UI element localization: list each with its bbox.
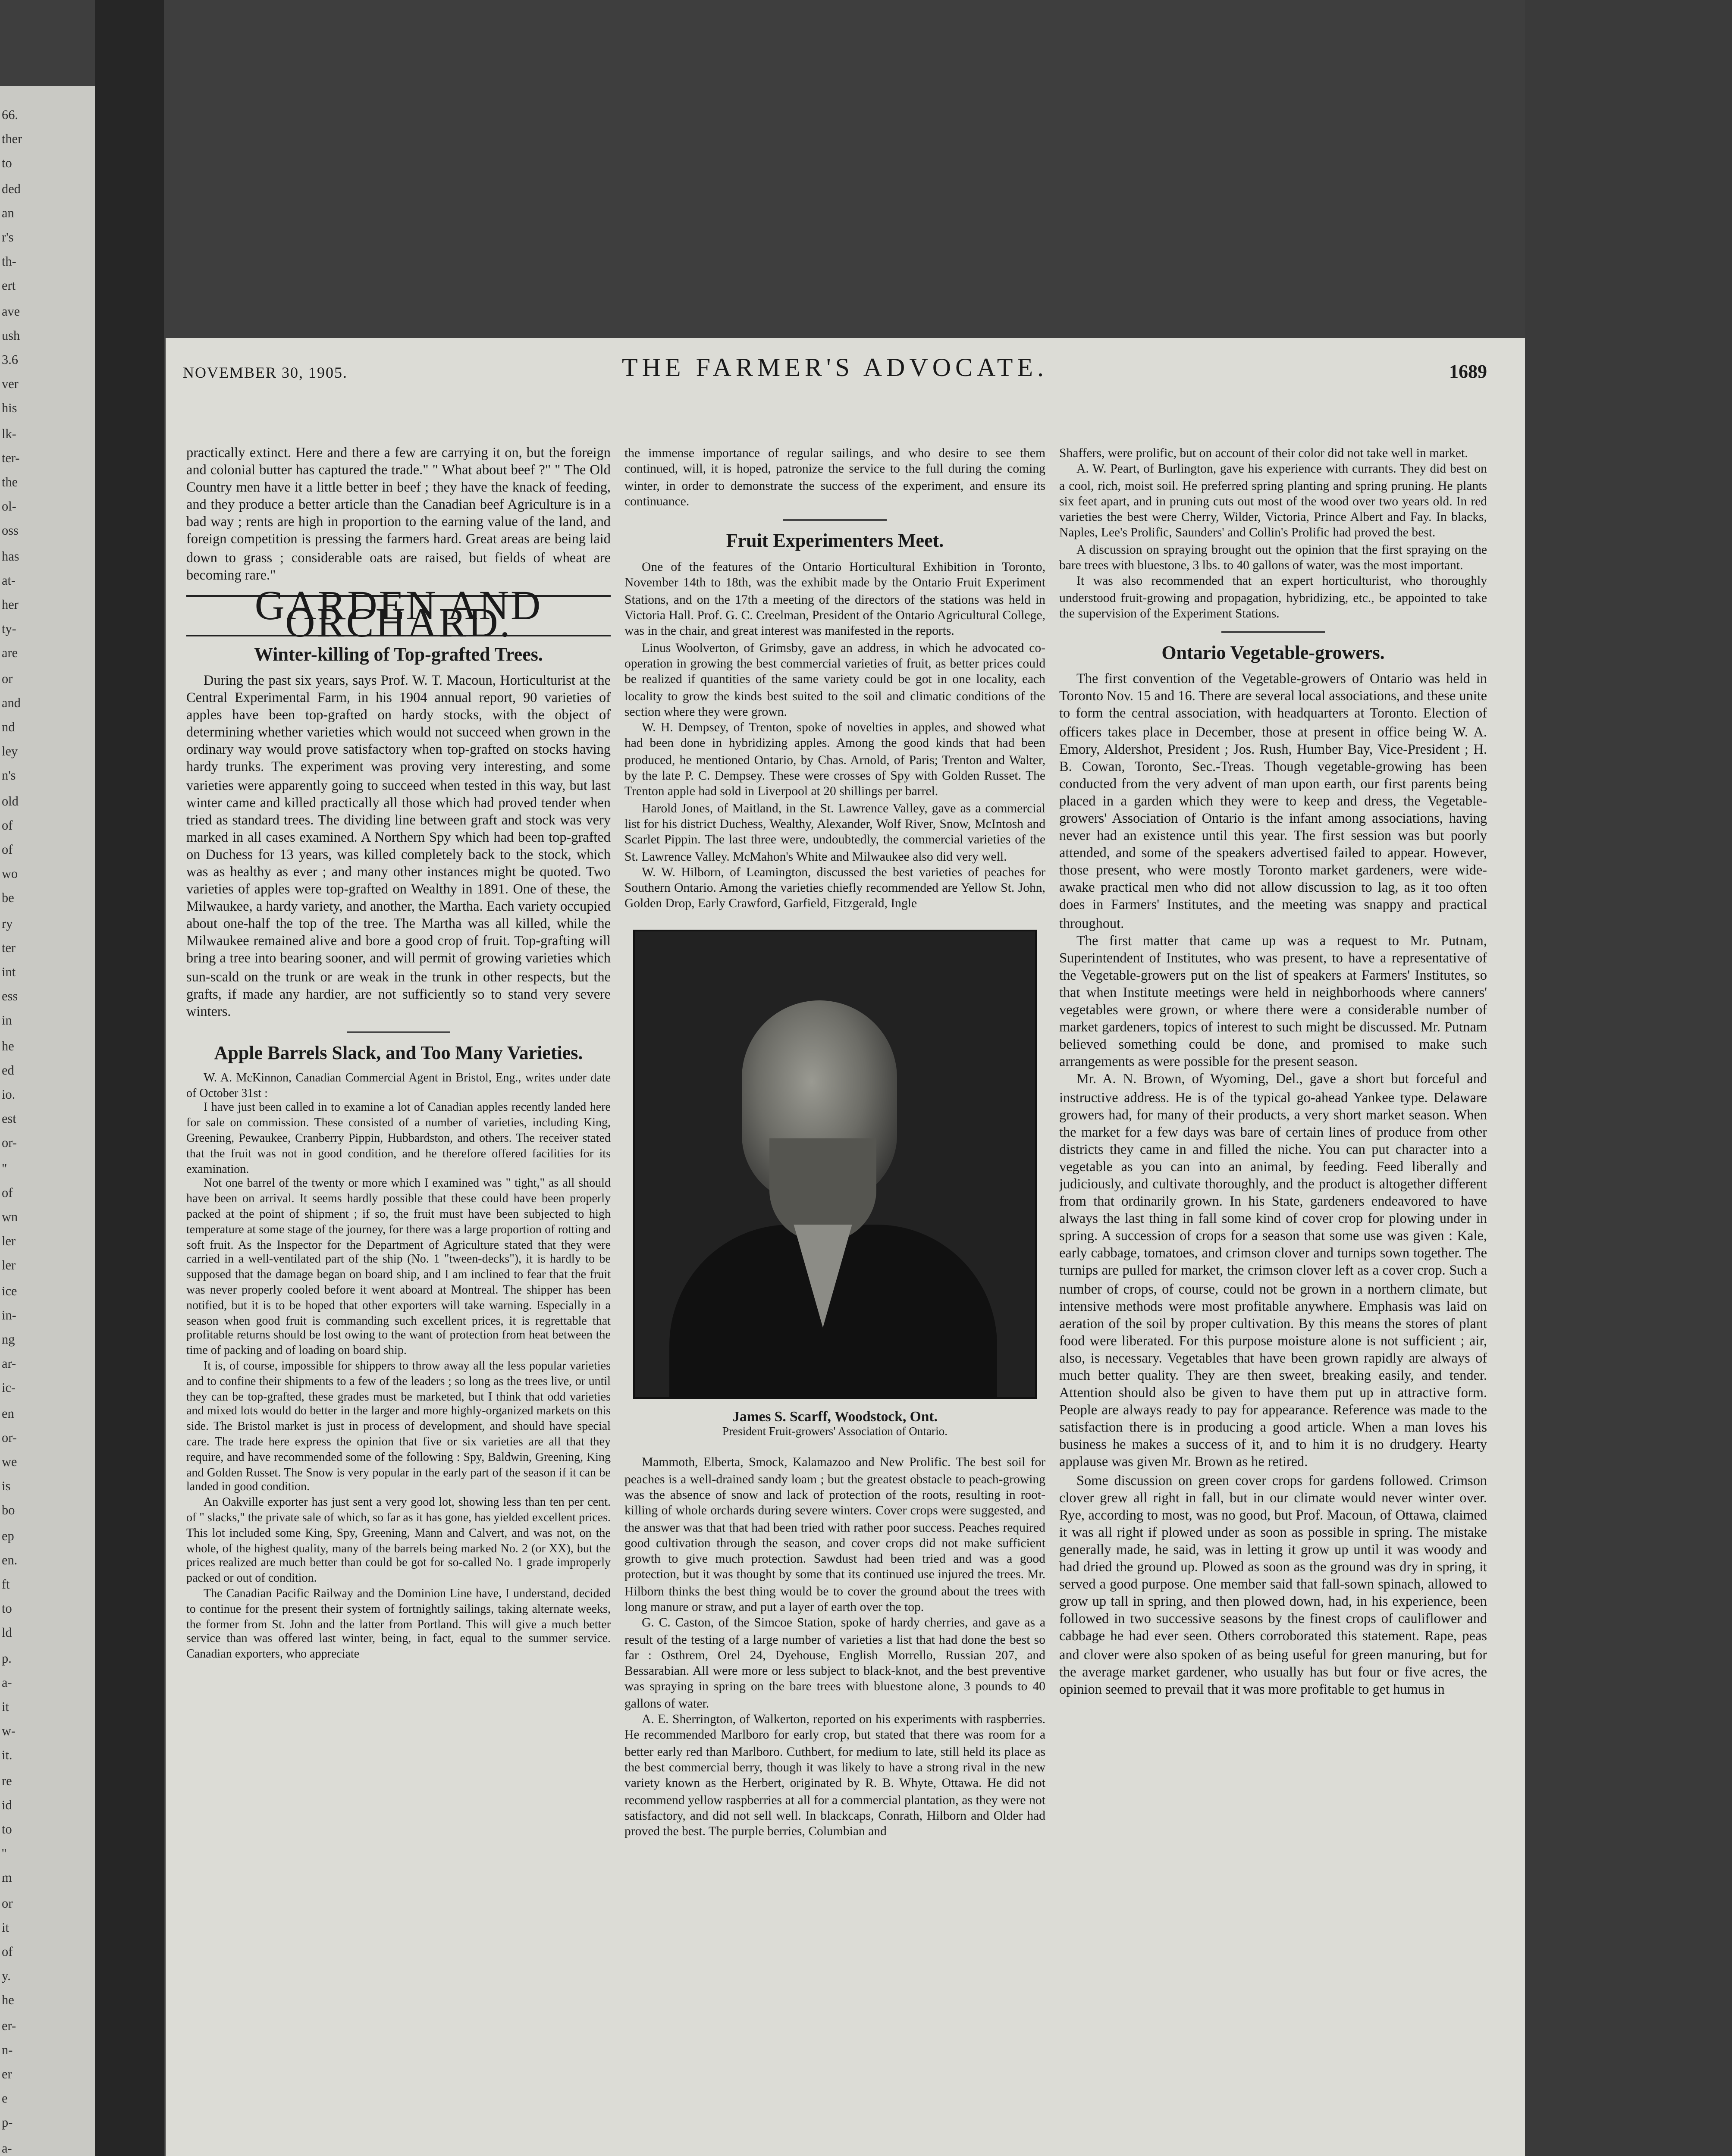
paragraph: An Oakville exporter has just sent a very good lot, showing less than ten per cent. of " slacks," the private sale of which, so far as it has gone, has yielded excellent prices. This lot included some King, Spy, Greening, Mann and Calvert, and was not, on the whole, of the highest quality, many of the barrels being marked No. 2 (or XX), but the prices realized are much better than could be got for so-called No. 1 grade improperly packed or out of condition. (186, 1495, 611, 1586)
previous-page-fragment: at- (2, 572, 16, 588)
previous-page-fragment: in (2, 1013, 12, 1029)
paragraph: The first matter that came up was a request to Mr. Putnam, Superintendent of Institutes, who was present, to have a representative of the Vegetable-growers put on the list of speakers at Farmers' Institutes, so that when Institute meetings were held in neighborhoods where canners' vegetables were grown, or where there were a considerable number of market gardeners, topics of interest to such might be discussed. Mr. Putnam believed something could be done, and promised to make such arrangements as were possible for the present season. (1059, 932, 1487, 1070)
previous-page-fragment: ert (2, 278, 16, 294)
previous-page-fragment: ave (2, 303, 20, 319)
previous-page-fragment: we (2, 1454, 17, 1470)
previous-page-fragment: or- (2, 1429, 17, 1445)
previous-page-fragment: ng (2, 1332, 15, 1347)
paragraph: practically extinct. Here and there a few are carrying it on, but the foreign and colonial butter has captured the trade." " What about beef ?" " The Old Country men have it a little better in beef ; they have the knack of feeding, and they produce a better article than the Canadian beef Agriculture is in a bad way ; rents are high in proportion to the earning value of the land, and foreign competition is pressing the farmers hard. Great areas are being laid down to grass ; considerable oats are raised, but fields of wheat are becoming rare." (186, 445, 611, 583)
previous-page-fragment: er (2, 2066, 12, 2082)
photo-caption-title: President Fruit-growers' Association of Ontario. (722, 1426, 948, 1439)
paragraph: W. A. McKinnon, Canadian Commercial Agent in Bristol, Eng., writes under date of October 31st : (186, 1071, 611, 1100)
previous-page-fragment: and (2, 695, 21, 711)
previous-page-fragment: ic- (2, 1380, 16, 1396)
previous-page-edge (0, 86, 98, 2156)
previous-page-fragment: ess (2, 988, 18, 1004)
paragraph: One of the features of the Ontario Horticultural Exhibition in Toronto, November 14th to 18th, was the exhibit made by the Ontario Fruit Experiment Stations, and on the 17th a meeting of the directors of the stations was held in Victoria Hall. Prof. G. C. Creelman, President of the Ontario Agricultural College, was in the chair, and great interest was manifested in the reports. (624, 559, 1045, 639)
previous-page-fragment: ol- (2, 498, 16, 514)
previous-page-fragment: are (2, 646, 18, 661)
previous-page-fragment: old (2, 793, 19, 808)
previous-page-fragment: of (2, 1185, 13, 1200)
previous-page-fragment: nd (2, 719, 15, 735)
previous-page-fragment: be (2, 890, 14, 906)
previous-page-fragment: of (2, 817, 13, 833)
previous-page-fragment: ush (2, 327, 20, 343)
newspaper-page (166, 338, 1525, 2156)
previous-page-fragment: or (2, 670, 13, 686)
paragraph: It was also recommended that an expert horticulturist, who thoroughly understood fruit-growing and propagation, hybridizing, etc., be appointed to take the supervision of the Experiment Stations. (1059, 573, 1487, 621)
previous-page-fragment: ep (2, 1527, 14, 1543)
previous-page-fragment: p- (2, 2115, 13, 2131)
previous-page-fragment: th- (2, 254, 16, 270)
previous-page-fragment: en. (2, 1552, 18, 1568)
paragraph: Shaffers, were prolific, but on account of their color did not take well in market. (1059, 445, 1468, 461)
previous-page-fragment: his (2, 401, 17, 417)
previous-page-fragment: en (2, 1405, 14, 1421)
article-heading: Apple Barrels Slack, and Too Many Varieties. (214, 1043, 583, 1064)
previous-page-fragment: to (2, 156, 12, 172)
previous-page-fragment: bo (2, 1503, 15, 1519)
masthead-title: THE FARMER'S ADVOCATE. (621, 355, 1048, 383)
paragraph: The first convention of the Vegetable-growers of Ontario was held in Toronto Nov. 15 and 16. There are several local associations, and these unite to form the central association, with headquarters at Toronto. Election of officers takes place in December, those at present in office being W. A. Emory, Aldershot, President ; Jos. Rush, Humber Bay, Vice-President ; H. B. Cowan, Toronto, Sec.-Treas. Though vegetable-growing has been conducted from the very advent of man upon earth, our first parents being placed in a garden which they were to keep and dress, the Vegetable-growers' Association of Ontario is the infant among associations, having never had an existence until this year. The first session was but poorly attended, and some of the speakers advertised failed to appear. However, those present, who were mostly Toronto market gardeners, were wide-awake practical men who did not allow discussion to lag, as it too often does in Farmers' Institutes, and the meeting was snappy and practical throughout. (1059, 671, 1487, 931)
divider (1221, 632, 1325, 633)
issue-date: NOVEMBER 30, 1905. (183, 364, 348, 381)
previous-page-fragment: the (2, 474, 18, 490)
previous-page-fragment: int (2, 964, 16, 980)
paragraph: W. H. Dempsey, of Trenton, spoke of novelties in apples, and showed what had been done in hybridizing apples. Among the good kinds that had been produced, he mentioned Ontario, by Chas. Arnold, of Paris; Trenton and Walter, by the late P. C. Dempsey. These were crosses of Spy with Golden Russet. The Trenton apple had sold in Liverpool at 20 shillings per barrel. (624, 719, 1045, 799)
column-3 (1059, 445, 1487, 2156)
previous-page-fragment: lk- (2, 425, 16, 441)
previous-page-fragment: ver (2, 376, 19, 392)
previous-page-fragment: of (2, 842, 13, 857)
paragraph: A discussion on spraying brought out the opinion that the first spraying on the bare trees with bluestone, 3 lbs. to 40 gallons of water, was the most important. (1059, 541, 1487, 573)
paragraph: G. C. Caston, of the Simcoe Station, spoke of hardy cherries, and gave as a result of the testing of a large number of varieties a list that had done the best so far : Osthrem, Orel 24, Dyehouse, English Morrello, Russian 207, and Bessarabian. All were more or less subject to black-knot, and the best preventive was spraying in spring on the bare trees with bluestone alone, 3 pounds to 40 gallons of water. (624, 1615, 1045, 1711)
previous-page-fragment: in- (2, 1307, 16, 1323)
previous-page-fragment: is (2, 1478, 11, 1494)
section-title: GARDEN AND ORCHARD. (254, 584, 543, 647)
article-body (1059, 671, 1487, 1698)
paragraph: Not one barrel of the twenty or more which I examined was " tight," as all should have been on arrival. It seems hardly possible that these could have been properly packed at the point of shipment ; if so, the fruit must have been subjected to high temperature at some stage of the journey, for there was a large proportion of rotting and soft fruit. As the Inspector for the Department of Agriculture stated that they were carried in a well-ventilated part of the ship (No. 1 "tween-decks"), it is hardly to be supposed that the damage began on board ship, and I am inclined to fear that the fruit was never properly cooled before it went aboard at Montreal. The shipper has been notified, but it is to be hoped that other exporters will take warning. Especially in a season when good fruit is commanding such excellent prices, it is regrettable that profitable returns should be lost owing to the want of protection from heat between the time of packing and of loading on board ship. (186, 1177, 611, 1358)
column-2 (624, 445, 1045, 2156)
previous-page-fragment: ler (2, 1233, 16, 1249)
previous-page-fragment: n- (2, 2042, 13, 2058)
paragraph: Linus Woolverton, of Grimsby, gave an address, in which he advocated co-operation in growing the best commercial varieties of fruit, as better prices could be realized if quantities of the same variety could be got in one locality, each locality to grow the kinds best suited to the soil and climatic conditions of the section where they were grown. (624, 639, 1045, 719)
previous-page-fragment: he (2, 1993, 14, 2009)
previous-page-fragment: ed (2, 1062, 14, 1078)
previous-page-fragment: ice (2, 1282, 17, 1298)
previous-page-fragment: ry (2, 915, 13, 931)
previous-page-fragment: wn (2, 1209, 18, 1225)
divider (783, 520, 887, 521)
previous-page-fragment: 66. (2, 107, 18, 122)
previous-page-fragment: p. (2, 1650, 12, 1666)
divider (347, 1031, 450, 1033)
previous-page-fragment: it. (2, 1748, 13, 1764)
previous-page-fragment: or (2, 1895, 13, 1911)
section-banner (186, 584, 611, 647)
previous-page-fragment: a- (2, 2140, 12, 2156)
previous-page-fragment: oss (2, 523, 19, 539)
previous-page-fragment: her (2, 597, 19, 612)
previous-page-fragment: " (2, 1160, 7, 1176)
previous-page-fragment: ar- (2, 1356, 16, 1372)
previous-page-fragment: it (2, 1919, 9, 1935)
previous-page-fragment: wo (2, 866, 18, 882)
previous-page-fragment: ley (2, 743, 18, 759)
previous-page-fragment: ter- (2, 450, 20, 466)
column-1 (186, 445, 611, 2156)
page-number: 1689 (1449, 362, 1487, 383)
page-header (183, 355, 1487, 393)
previous-page-fragment: e (2, 2090, 8, 2106)
previous-page-fragment: ther (2, 131, 22, 147)
paragraph: Mr. A. N. Brown, of Wyoming, Del., gave a short but forceful and instructive address. He is of the typical go-ahead Yankee type. Delaware growers had, for many of their products, a very short market season. When the market for a few days was bare of certain lines of produce from other districts they came in and filled the niche. You can put character into a vegetable as you can into an animal, by feeding. Feed liberally and judiciously, and cultivate thoroughly, and the product is altogether different from that ordinarily grown. In his State, gardeners endeavored to have always the last thing in fall some kind of cover crop for plowing under in spring. A succession of crops for a season that some use was given : Kale, early cabbage, tomatoes, and crimson clover and turnips sown together. The turnips are pulled for market, the crimson clover left as a cover crop. Such a number of crops, of course, could not be grown in a northern climate, but intensive methods were most profitable anywhere. Emphasis was laid on aeration of the soil by proper cultivation. By this means the stores of plant food were liberated. For this purpose moisture alone is not sufficient ; air, also, is necessary. Vegetables that have been grown rapidly are always of much better quality. They are then sweet, breaking easily, and tender. Attention should also be given to have them put up in attractive form. People are always ready to pay for appearance. Reference was made to the satisfaction there is in producing a good article. When a man loves his business he makes a success of it, and to him it is no drudgery. Hearty applause was given Mr. Brown as he retired. (1059, 1072, 1487, 1470)
previous-page-fragment: an (2, 205, 14, 221)
paragraph: Some discussion on green cover crops for gardens followed. Crimson clover grew all right in fall, but in our climate would never winter over. Rye, according to most, was no good, but Prof. Macoun, of Ottawa, claimed it was all right if plowed under as soon as possible in spring. The mistake generally made, he said, was in letting it grow up until it was woody and had dried the ground up. Plowed as soon as the ground was dry in spring, it served a good purpose. One member said that fall-sown spinach, allowed to grow up tall in spring, and then plowed down, had, in his experience, been followed in two successive seasons by the finest crops of cauliflower and cabbage he had ever seen. Others corroborated this statement. Rape, peas and clover were also spoken of as being useful for green manuring, but for the average market gardener, who usually has but four or five acres, the opinion seemed to prevail that it was more profitable to get humus in (1059, 1472, 1487, 1697)
previous-page-fragment: ty- (2, 621, 16, 637)
book-gutter (95, 0, 164, 2156)
photo-caption-name: James S. Scarff, Woodstock, Ont. (732, 1408, 938, 1424)
paragraph: the immense importance of regular sailings, and who desire to see them continued, will, it is hoped, patronize the service to the full during the coming winter, in order to demonstrate the success of the experiment, and ensure its continuance. (624, 445, 1045, 509)
portrait-photo (633, 929, 1037, 1398)
paragraph: I have just been called in to examine a lot of Canadian apples recently landed here for sale on commission. These consisted of a number of varieties, including King, Greening, Pewaukee, Cranberry Pippin, Hubbardston, and others. The receiver stated that the fruit was not in good condition, and he therefore offered facilities for its examination. (186, 1101, 611, 1176)
previous-page-fragment: m (2, 1870, 12, 1886)
previous-page-fragment: io. (2, 1087, 16, 1102)
previous-page-fragment: or- (2, 1135, 17, 1151)
previous-page-fragment: er- (2, 2017, 16, 2033)
paragraph: Harold Jones, of Maitland, in the St. Lawrence Valley, gave as a commercial list for his district Duchess, Wealthy, Alexander, Wolf River, Snow, McIntosh and Scarlet Pippin. The last three were, undoubtedly, the commercial varieties of the St. Lawrence Valley. McMahon's White and Milwaukee also did very well. (624, 799, 1045, 864)
previous-page-fragment: he (2, 1037, 14, 1053)
previous-page-fragment: y. (2, 1968, 11, 1984)
previous-page-fragment: ded (2, 180, 21, 196)
previous-page-fragment: id (2, 1797, 12, 1813)
previous-page-fragment: est (2, 1111, 16, 1127)
previous-page-fragment: to (2, 1821, 12, 1837)
article-heading: Winter-killing of Top-grafted Trees. (254, 645, 543, 666)
previous-page-fragment: a- (2, 1674, 12, 1690)
previous-page-fragment: ter (2, 940, 16, 956)
previous-page-fragment: ld (2, 1625, 12, 1641)
previous-page-fragment: re (2, 1772, 12, 1788)
previous-page-fragment: has (2, 548, 19, 564)
paragraph: The Canadian Pacific Railway and the Dominion Line have, I understand, decided to continue for the present their system of fortnightly sailings, taking alternate weeks, the former from St. John and the latter from Portland. This will give a much better service than was offered last winter, being, in fact, equal to the summer service. Canadian exporters, who appreciate (186, 1586, 611, 1661)
paragraph: It is, of course, impossible for shippers to throw away all the less popular varieties and to confine their shipments to a few of the leaders ; so long as the trees live, or until they can be top-grafted, these grades must be marketed, but I think that odd varieties and mixed lots would do better in the larger and more highly-organized markets on this side. The Bristol market is just in process of development, and should have special care. The trade here express the opinion that five or six varieties are all that they require, and have recommended some of the following : Spy, Baldwin, Greening, King and Golden Russet. The Snow is very popular in the early part of the season if it can be landed in good condition. (186, 1359, 611, 1495)
previous-page-fragment: it (2, 1699, 9, 1714)
paragraph: Mammoth, Elberta, Smock, Kalamazoo and New Prolific. The best soil for peaches is a well-drained sandy loam ; but the greatest obstacle to peach-growing was the absence of snow and lack of protection of the roots, resulting in root-killing of whole orchards during severe winters. Cover crops were suggested, and the answer was that that had been tried with rather poor success. Peaches required good cultivation through the season, and cover crops did not make sufficient growth to give much protection. Sawdust had been tried and was a good protection, but it was thought by some that its continued use injured the trees. Mr. Hilborn thinks the best thing would be to cover the ground about the trees with long manure or straw, and put a layer of earth over the top. (624, 1454, 1045, 1614)
previous-page-fragment: to (2, 1601, 12, 1617)
previous-page-fragment: ft (2, 1576, 10, 1592)
previous-page-fragment: 3.6 (2, 352, 18, 367)
article-heading: Ontario Vegetable-growers. (1161, 644, 1385, 665)
paragraph: During the past six years, says Prof. W. T. Macoun, Horticulturist at the Central Experimental Farm, in his 1904 annual report, 90 varieties of apples have been top-grafted on hardy stocks, with the object of determining whether varieties which would not succeed when grown in the ordinary way would prove satisfactory when top-grafted on stocks having hardy trunks. The experiment was proving very interesting, and some varieties were apparently going to succeed when tested in this way, but last winter came and killed practically all those which had proved tender when tried as standard trees. The dividing line between graft and stock was very marked in all cases examined. A Northern Spy which had been top-grafted on Duchess for 13 years, was killed completely back to the stock, which was as healthy as ever ; and many other instances might be quoted. Two varieties of apples were top-grafted on Wealthy in 1891. One of these, the Milwaukee, a hardy variety, and another, the Martha. Each variety occupied about one-half the top of the tree. The Martha was all killed, while the Milwaukee remained alive and bore a good crop of fruit. Top-grafting will bring a tree into bearing sooner, and will permit of growing varieties which sun-scald on the trunk or are weak in the trunk in other respects, but the grafts, if made any hardier, are not sufficiently so to stand very severe winters. (186, 672, 611, 1019)
article-heading: Fruit Experimenters Meet. (726, 531, 944, 552)
previous-page-fragment: n's (2, 768, 16, 784)
previous-page-fragment: ler (2, 1258, 16, 1274)
previous-page-fragment: '' (2, 1846, 6, 1861)
previous-page-fragment: r's (2, 229, 14, 245)
previous-page-fragment: of (2, 1944, 13, 1959)
paragraph: W. W. Hilborn, of Leamington, discussed the best varieties of peaches for Southern Ontario. Among the varieties chiefly recommended are Yellow St. John, Golden Drop, Early Crawford, Garfield, Fitzgerald, Ingle (624, 864, 1045, 912)
previous-page-fragment: w- (2, 1723, 16, 1739)
paragraph: A. E. Sherrington, of Walkerton, reported on his experiments with raspberries. He recommended Marlboro for early crop, but stated that there was room for a better early red than Marlboro. Cuthbert, for medium to late, still held its place as the best commercial berry, though it was likely to have a strong rival in the new variety known as the Herbert, originated by R. B. Whyte, Ottawa. He did not recommend yellow raspberries at all for a commercial plantation, as they were not satisfactory, and did not sell well. In blackcaps, Conrath, Hilborn and Older had proved the best. The purple berries, Columbian and (624, 1711, 1045, 1839)
paragraph: A. W. Peart, of Burlington, gave his experience with currants. They did best on a cool, rich, moist soil. He preferred spring planting and spring pruning. He plants six feet apart, and in pruning cuts out most of the wood over two years old. In red varieties the best were Cherry, Wilder, Victoria, Prince Albert and Fay. In blacks, Naples, Lee's Prolific, Saunders' and Collin's Prolific had proved the best. (1059, 461, 1487, 541)
scan-margin (1525, 0, 1732, 2156)
